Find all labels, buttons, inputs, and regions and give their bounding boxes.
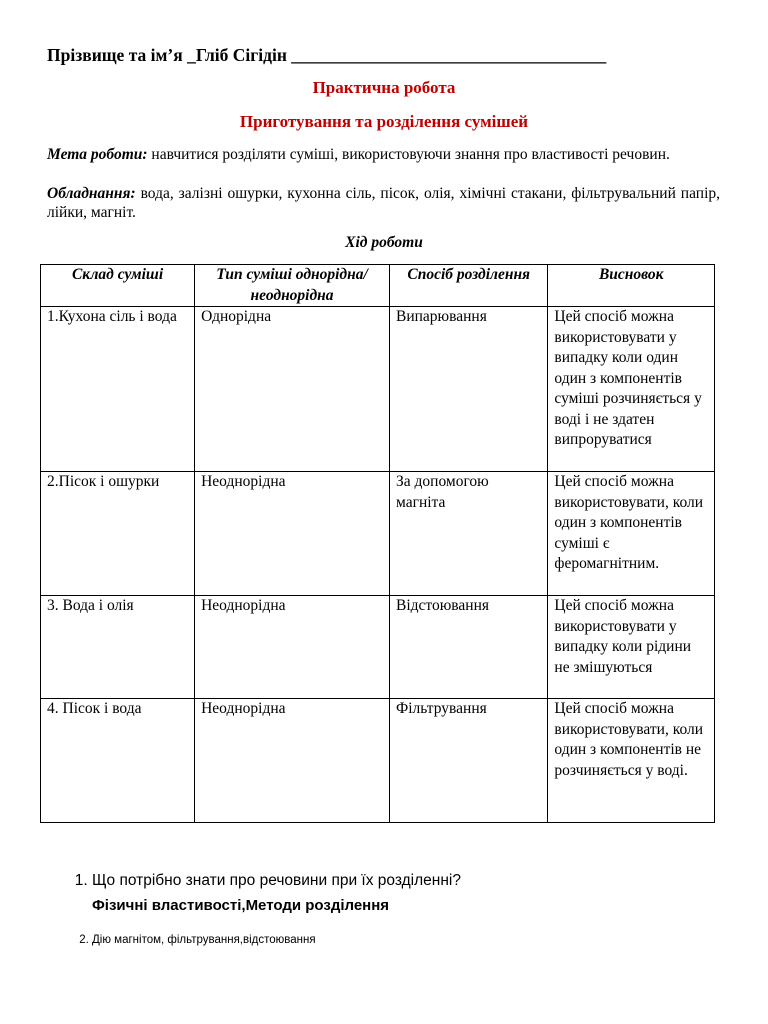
answer-text: Фізичні властивості,Методи розділення <box>92 897 390 914</box>
cell-type: Однорідна <box>195 307 390 472</box>
table-header-row <box>41 265 715 307</box>
cell-conclusion: Цей спосіб можна використовувати у випадку коли один один з компонентів суміші розчиняється у воді і не здатен випроруватися <box>548 307 715 472</box>
header-separation-method: Спосіб розділення <box>390 265 548 307</box>
cell-composition: 2.Пісок і ошурки <box>41 472 195 596</box>
results-table <box>40 264 715 823</box>
procedure-title: Хід роботи <box>345 234 423 251</box>
questions-list <box>50 870 732 946</box>
table-row <box>41 307 715 472</box>
list-item <box>92 870 732 916</box>
cell-type: Неоднорідна <box>195 472 390 596</box>
cell-composition: 4. Пісок і вода <box>41 699 195 823</box>
question-text: Що потрібно знати про речовини при їх розділенні? <box>92 872 461 889</box>
student-name-line: Прізвище та ім’я _Гліб Сігідін ____________________________________ <box>47 45 607 65</box>
goal-label: Мета роботи: <box>47 146 148 163</box>
header-conclusion: Висновок <box>548 265 715 307</box>
practical-work-title: Практична робота <box>312 78 456 97</box>
equipment-text: вода, залізні ошурки, кухонна сіль, пісок, олія, хімічні стакани, фільтрувальний папір, лійки, магніт. <box>47 185 720 221</box>
equipment-label: Обладнання: <box>47 185 136 202</box>
cell-method: За допомогою магніта <box>390 472 548 596</box>
list-item <box>92 934 732 946</box>
cell-method: Відстоювання <box>390 596 548 699</box>
cell-composition: 1.Кухона сіль і вода <box>41 307 195 472</box>
question-text: Дію магнітом, фільтрування,відстоювання <box>92 934 316 946</box>
cell-method: Фільтрування <box>390 699 548 823</box>
cell-conclusion: Цей спосіб можна використовувати у випадку коли рідини не змішуються <box>548 596 715 699</box>
cell-type: Неоднорідна <box>195 699 390 823</box>
table-row <box>41 699 715 823</box>
cell-conclusion: Цей спосіб можна використовувати, коли один з компонентів суміші є феромагнітним. <box>548 472 715 596</box>
table-row <box>41 596 715 699</box>
cell-type: Неоднорідна <box>195 596 390 699</box>
header-mixture-composition: Склад суміші <box>41 265 195 307</box>
cell-conclusion: Цей спосіб можна використовувати, коли один з компонентів не розчиняється у воді. <box>548 699 715 823</box>
cell-method: Випарювання <box>390 307 548 472</box>
header-mixture-type: Тип суміші однорідна/неоднорідна <box>195 265 390 307</box>
table-row <box>41 472 715 596</box>
topic-title: Приготування та розділення сумішей <box>239 112 529 131</box>
cell-composition: 3. Вода і олія <box>41 596 195 699</box>
goal-paragraph <box>47 145 720 164</box>
equipment-paragraph <box>47 184 720 222</box>
goal-text: навчитися розділяти суміші, використовуючи знання про властивості речовин. <box>147 146 670 163</box>
